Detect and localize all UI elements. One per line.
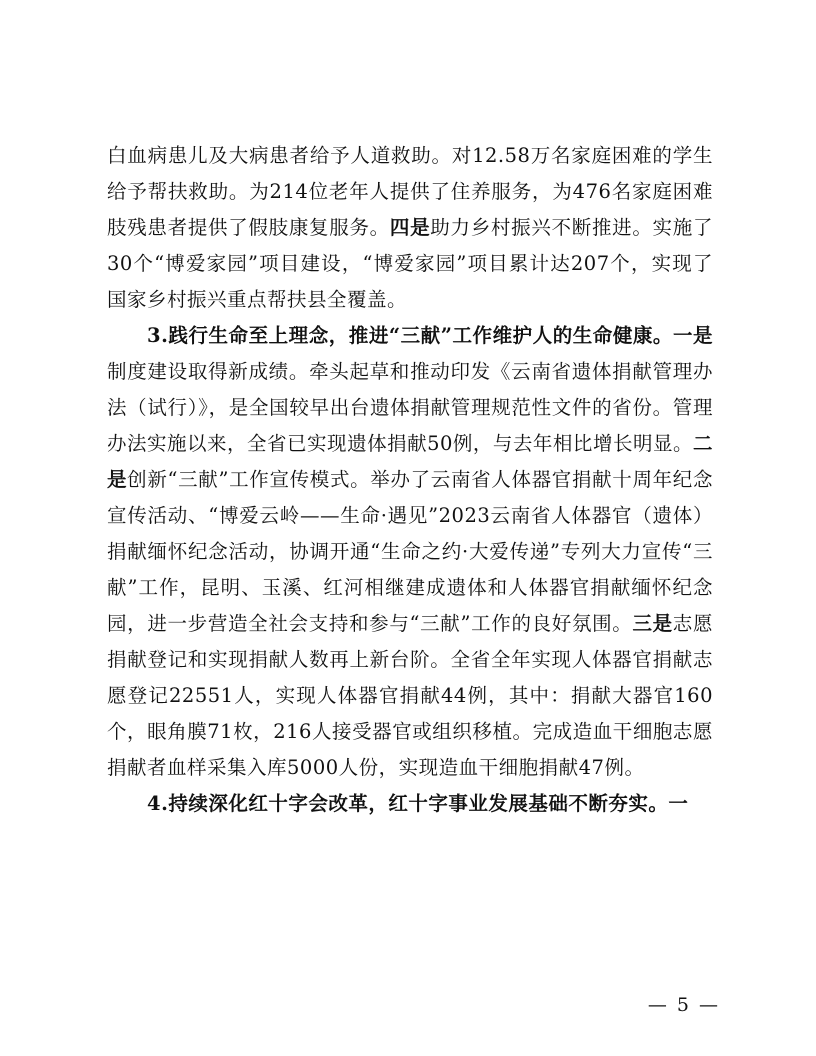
text-run: 志愿捐献登记和实现捐献人数再上新台阶。全省全年实现人体器官捐献志愿登记22551人，实现人体器官捐献44例，其中：捐献大器官160个，眼角膜71枚，216人接受器官或组织移植。完成造血干细胞志愿捐献者血样采集入库5000人份，实现造血干细胞捐献47例。 <box>107 612 713 779</box>
text-run: 助力乡村振兴不断推进。实施了30个“博爱家园”项目建设，“博爱家园”项目累计达207个，实现了国家乡村振兴重点帮扶县全覆盖。 <box>107 216 713 311</box>
paragraph-section-4 <box>107 786 713 822</box>
text-run: 白血病患儿及大病患者给予人道救助。对12.58万名家庭困难的学生给予帮扶救助。为214位老年人提供了住养服务，为476名家庭困难肢残患者提供了假肢康复服务。 <box>107 144 713 239</box>
paragraph-continuation <box>107 138 713 318</box>
section-heading: 3.践行生命至上理念，推进“三献”工作维护人的生命健康。一是 <box>147 324 713 347</box>
text-run-bold: 三是 <box>632 612 673 635</box>
text-run: 创新“三献”工作宣传模式。举办了云南省人体器官捐献十周年纪念宣传活动、“博爱云岭——生命·遇见”2023云南省人体器官（遗体）捐献缅怀纪念活动，协调开通“生命之约·大爱传递”专列大力宣传“三献”工作，昆明、玉溪、红河相继建成遗体和人体器官捐献缅怀纪念园，进一步营造全社会支持和参与“三献”工作的良好氛围。 <box>107 468 713 635</box>
section-heading: 4.持续深化红十字会改革，红十字事业发展基础不断夯实。一 <box>147 792 689 815</box>
text-run-bold: 二是 <box>107 432 713 491</box>
page-number: — 5 — <box>647 994 720 1016</box>
text-run: 制度建设取得新成绩。牵头起草和推动印发《云南省遗体捐献管理办法（试行）》，是全国较早出台遗体捐献管理规范性文件的省份。管理办法实施以来，全省已实现遗体捐献50例，与去年相比增长明显。 <box>107 360 713 455</box>
text-run-bold: 四是 <box>389 216 431 239</box>
paragraph-section-3 <box>107 318 713 786</box>
body-text <box>107 138 713 822</box>
